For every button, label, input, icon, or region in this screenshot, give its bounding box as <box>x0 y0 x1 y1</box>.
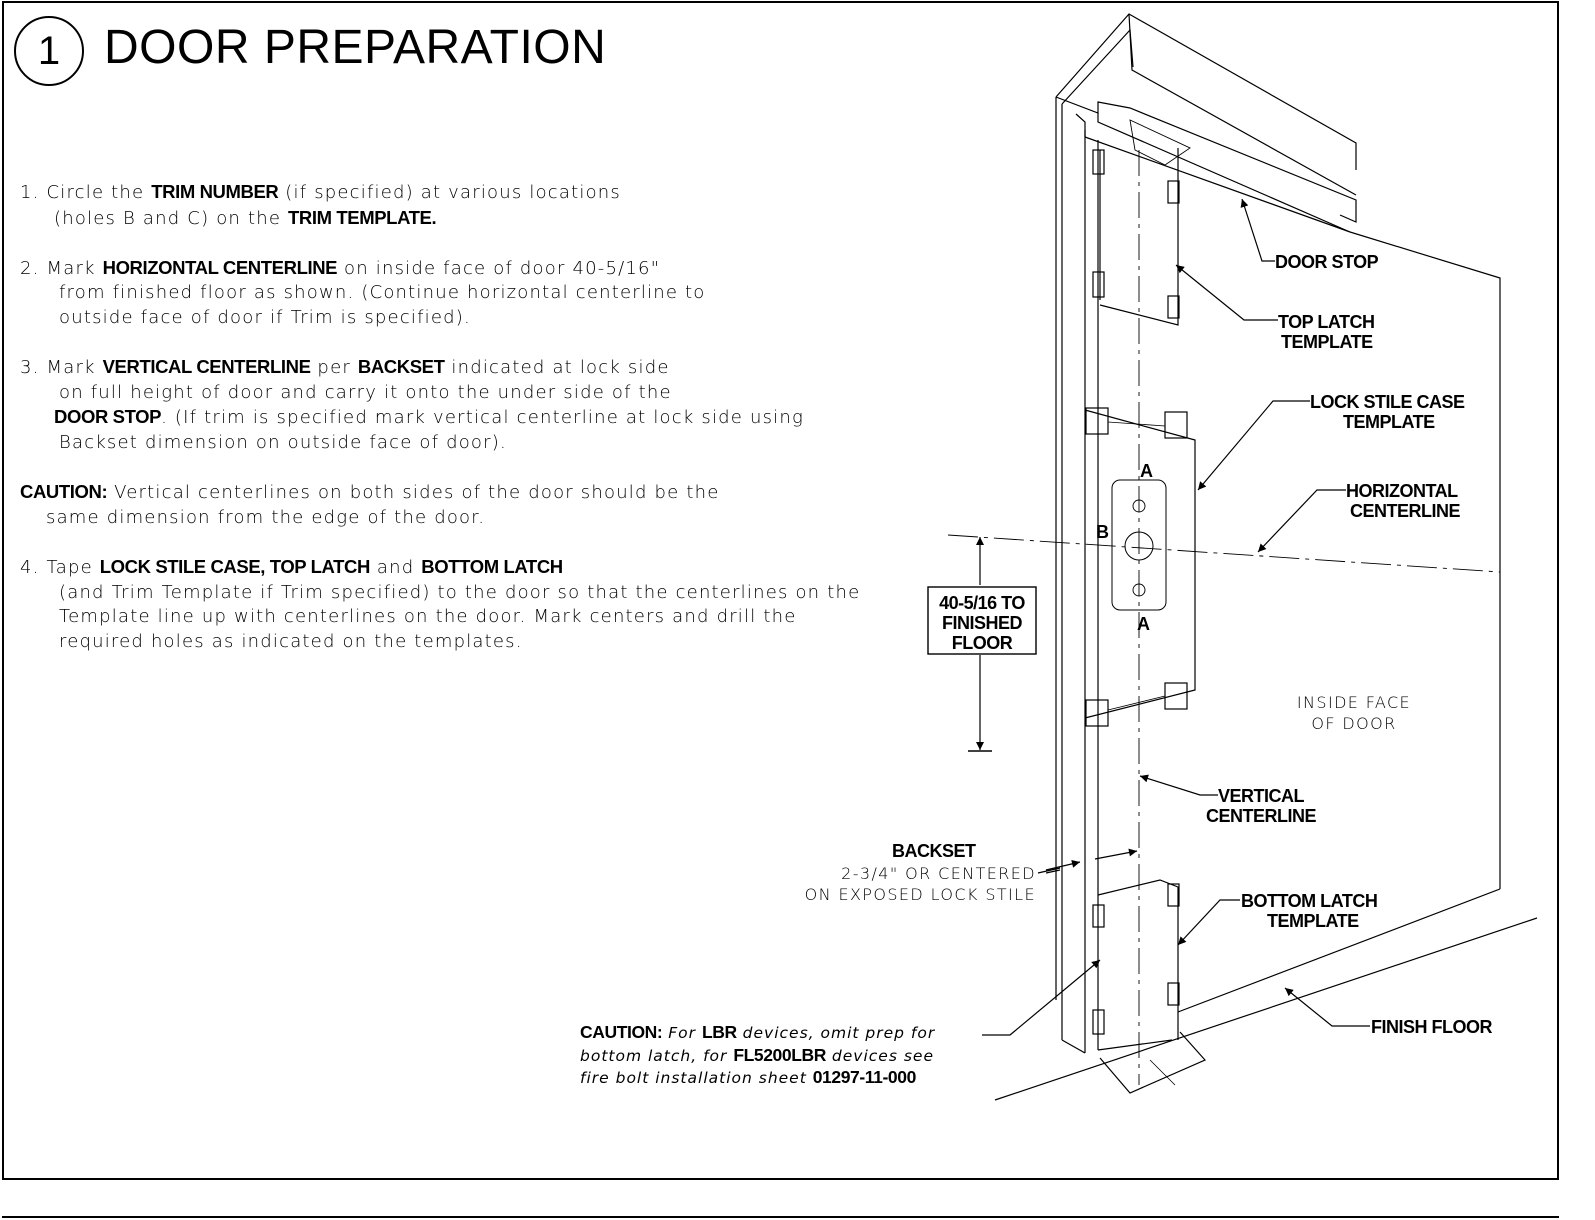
horizontal-centerline-line <box>948 535 1500 572</box>
label-finish-floor: FINISH FLOOR <box>1371 1017 1492 1037</box>
label-backset-dimension: 2-3/4" OR CENTERED <box>841 864 1036 883</box>
label-backset: BACKSET <box>892 841 976 861</box>
label-top-latch-template: TEMPLATE <box>1281 332 1373 352</box>
backset-dimension <box>1046 862 1080 870</box>
finish-floor-line <box>995 918 1537 1100</box>
bottom-latch-template <box>1093 880 1179 1034</box>
label-horizontal: HORIZONTAL <box>1346 481 1458 501</box>
label-backset-exposed: ON EXPOSED LOCK STILE <box>804 885 1036 904</box>
label-door-stop: DOOR STOP <box>1275 252 1379 272</box>
label-dim-floor: FLOOR <box>951 633 1013 653</box>
lock-stile-leader <box>1198 401 1310 490</box>
label-horizontal-centerline: CENTERLINE <box>1350 501 1461 521</box>
instruction-2: 2. Mark HORIZONTAL CENTERLINE on inside face of door 40-5/16" from finished floor as shown. (Continue horizontal centerline to outside face of door if Trim is specified). <box>20 256 706 328</box>
caution-leader <box>982 960 1100 1035</box>
label-dim-40-5-16: 40-5/16 TO <box>939 593 1025 613</box>
label-hole-a-bottom: A <box>1137 614 1150 634</box>
label-bottom-latch-template: TEMPLATE <box>1267 911 1359 931</box>
label-lock-stile-case: LOCK STILE CASE <box>1310 392 1465 412</box>
label-lock-stile-template: TEMPLATE <box>1343 412 1435 432</box>
label-inside-face: INSIDE FACE <box>1296 693 1412 712</box>
instruction-1: 1. Circle the TRIM NUMBER (if specified) at various locations (holes B and C) on the TRIM TEMPLATE. <box>20 181 621 229</box>
label-hole-b: B <box>1096 522 1109 542</box>
label-hole-a-top: A <box>1140 461 1153 481</box>
top-latch-leader <box>1176 265 1278 320</box>
label-dim-finished: FINISHED <box>941 613 1023 633</box>
instruction-4: 4. Tape LOCK STILE CASE, TOP LATCH and BOTTOM LATCH (and Trim Template if Trim specified) to the door so that the centerlines on the Template line up with centerlines on the door. Mark centers and drill the required holes as indicated on the templates. <box>20 555 861 652</box>
finish-floor-leader <box>1285 988 1370 1026</box>
bottom-latch-leader <box>1178 900 1240 945</box>
horizontal-centerline-leader <box>1258 490 1346 552</box>
page-title: DOOR PREPARATION <box>104 21 607 74</box>
caution-lbr-note: CAUTION: For LBR devices, omit prep for bottom latch, for FL5200LBR devices see fire bolt installation sheet 01297-11-000 <box>580 1022 936 1087</box>
label-of-door: OF DOOR <box>1311 714 1397 733</box>
lock-stile-case-template <box>1085 408 1195 726</box>
door-stop-leader <box>1242 199 1275 261</box>
door-stop-frame <box>1056 14 1356 1000</box>
step-number: 1 <box>37 28 61 73</box>
label-bottom-latch: BOTTOM LATCH <box>1241 891 1378 911</box>
caution-vertical-centerlines: CAUTION: Vertical centerlines on both sides of the door should be the same dimension from the edge of the door. <box>20 481 720 528</box>
vertical-centerline-leader <box>1140 776 1218 795</box>
label-vertical: VERTICAL <box>1218 786 1304 806</box>
label-vertical-centerline: CENTERLINE <box>1206 806 1317 826</box>
label-top-latch: TOP LATCH <box>1278 312 1375 332</box>
instruction-3: 3. Mark VERTICAL CENTERLINE per BACKSET indicated at lock side on full height of door and carry it onto the under side of the DOOR STOP. (If trim is specified mark vertical centerline at lock side using Backset dimension on outside face of door). <box>20 356 804 453</box>
top-latch-template <box>1093 120 1190 325</box>
backset-dimension-right <box>1095 851 1137 859</box>
